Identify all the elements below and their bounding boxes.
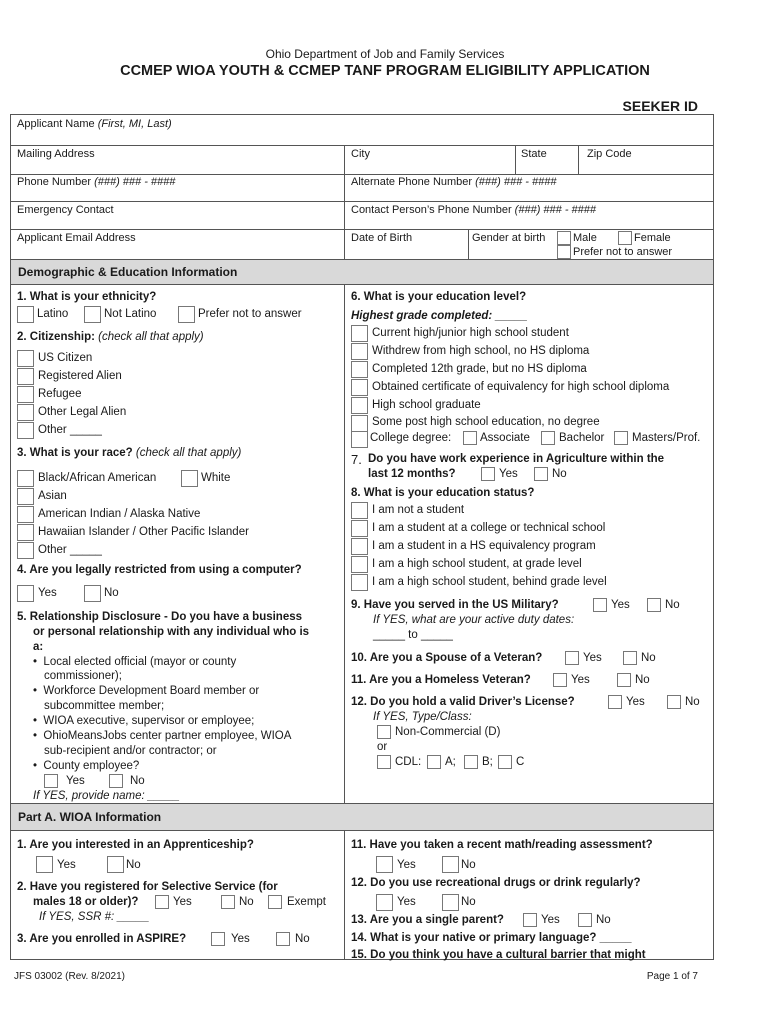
q11-no-label: No	[635, 674, 650, 686]
gender-label: Gender at birth	[472, 232, 546, 244]
citizenship-label: Other _____	[38, 424, 102, 436]
q11-yes-label: Yes	[571, 674, 590, 686]
part-a-q3-no-checkbox[interactable]	[276, 932, 290, 946]
q7-no-label: No	[552, 468, 567, 480]
bullet-item: sub-recipient and/or contractor; or	[44, 745, 217, 757]
q9-hint: If YES, what are your active duty dates:	[373, 614, 575, 626]
q2-citizenship: 2. Citizenship: (check all that apply)	[17, 331, 204, 343]
cdl-a-label: A;	[445, 756, 456, 768]
alt-phone-field[interactable]: Alternate Phone Number (###) ### - ####	[351, 176, 557, 188]
q12-no-label: No	[685, 696, 700, 708]
masters-label: Masters/Prof.	[632, 432, 701, 444]
state-field[interactable]: State	[521, 148, 547, 160]
part-a-q13-no-checkbox[interactable]	[578, 913, 592, 927]
latino-label: Latino	[37, 308, 69, 320]
part-a-q1-no-checkbox[interactable]	[107, 856, 124, 873]
status-label: I am a student at a college or technical school	[372, 522, 606, 534]
page-number: Page 1 of 7	[646, 971, 698, 982]
cdl-label: CDL:	[395, 756, 422, 768]
part-a-q3-yes-label: Yes	[231, 933, 250, 945]
cdl-a-checkbox[interactable]	[427, 755, 441, 769]
agency-name: Ohio Department of Job and Family Services	[265, 47, 505, 61]
applicant-info-table	[10, 114, 714, 261]
status-label: I am a student in a HS equivalency program	[372, 540, 596, 552]
part-a-q1-yes-label: Yes	[57, 859, 76, 871]
education-label: Withdrew from high school, no HS diploma	[372, 345, 590, 357]
q5-relationship: a:	[33, 641, 44, 653]
bullet-item: • County employee?	[33, 760, 140, 772]
q6-education: 6. What is your education level?	[351, 291, 527, 303]
citizenship-label: Other Legal Alien	[38, 406, 127, 418]
q7-no-checkbox[interactable]	[534, 467, 548, 481]
education-label: Obtained certificate of equivalency for high school diploma	[372, 381, 670, 393]
q8-status: 8. What is your education status?	[351, 487, 535, 499]
citizenship-checkbox[interactable]	[17, 404, 34, 421]
status-label: I am not a student	[372, 504, 465, 516]
race-label: Asian	[38, 490, 67, 502]
part-a-q12-no-label: No	[461, 896, 476, 908]
education-checkbox[interactable]	[351, 361, 368, 378]
q5-yes-checkbox[interactable]	[44, 774, 58, 788]
q11-no-checkbox[interactable]	[617, 673, 631, 687]
education-checkbox[interactable]	[351, 397, 368, 414]
citizenship-checkbox[interactable]	[17, 368, 34, 385]
q5-relationship: or personal relationship with any individual who is	[33, 626, 310, 638]
q3-race: 3. What is your race? (check all that apply)	[17, 447, 242, 459]
q7-agriculture: Do you have work experience in Agriculture within the	[368, 453, 665, 465]
part-a-q13-yes-checkbox[interactable]	[523, 913, 537, 927]
q7-yes-checkbox[interactable]	[481, 467, 495, 481]
bullet-item: • Workforce Development Board member or	[33, 685, 260, 697]
q12-no-checkbox[interactable]	[667, 695, 681, 709]
bullet-item: • WIOA executive, supervisor or employee;	[33, 715, 255, 727]
race-checkbox[interactable]	[17, 524, 34, 541]
citizenship-checkbox[interactable]	[17, 350, 34, 367]
education-checkbox[interactable]	[351, 343, 368, 360]
q9-no-label: No	[665, 599, 680, 611]
part-a-q2-yes-label: Yes	[173, 896, 192, 908]
race-checkbox[interactable]	[17, 506, 34, 523]
q11-yes-checkbox[interactable]	[553, 673, 567, 687]
bachelor-label: Bachelor	[559, 432, 605, 444]
part-a-q11-yes-checkbox[interactable]	[376, 856, 393, 873]
part-a-q2-yes-checkbox[interactable]	[155, 895, 169, 909]
part-a-q12-yes-label: Yes	[397, 896, 416, 908]
q12-hint: If YES, Type/Class:	[373, 711, 472, 723]
citizenship-label: US Citizen	[38, 352, 93, 364]
male-checkbox[interactable]	[557, 231, 571, 245]
part-a-q11-no-label: No	[461, 859, 476, 871]
latino-checkbox[interactable]	[17, 306, 34, 323]
female-label: Female	[634, 232, 671, 244]
form-number: JFS 03002 (Rev. 8/2021)	[14, 971, 125, 982]
cdl-checkbox[interactable]	[377, 755, 391, 769]
q9-dates[interactable]: _____ to _____	[373, 629, 453, 641]
education-checkbox[interactable]	[351, 415, 368, 432]
bullet-item: subcommittee member;	[44, 700, 165, 712]
status-label: I am a high school student, behind grade level	[372, 576, 607, 588]
race-white-label: White	[201, 472, 231, 484]
part-a-q13-yes-label: Yes	[541, 914, 560, 926]
q4-yes-checkbox[interactable]	[17, 585, 34, 602]
race-checkbox[interactable]	[17, 542, 34, 559]
q10-no-label: No	[641, 652, 656, 664]
female-checkbox[interactable]	[618, 231, 632, 245]
q12-drivers-license: 12. Do you hold a valid Driver’s License?	[351, 696, 575, 708]
part-a-q15: 15. Do you think you have a cultural barrier that might	[351, 949, 646, 961]
phone-field[interactable]: Phone Number (###) ### - ####	[17, 176, 176, 188]
status-checkbox[interactable]	[351, 502, 368, 519]
ssr-field[interactable]: If YES, SSR #: _____	[39, 911, 150, 923]
race-label: American Indian / Alaska Native	[38, 508, 201, 520]
q9-yes-checkbox[interactable]	[593, 598, 607, 612]
noncommercial-label: Non-Commercial (D)	[395, 726, 501, 738]
part-a-q11: 11. Have you taken a recent math/reading assessment?	[351, 839, 653, 851]
citizenship-label: Refugee	[38, 388, 82, 400]
part-a-q2-no-checkbox[interactable]	[221, 895, 235, 909]
college-checkbox[interactable]	[351, 431, 368, 448]
gender-prefer-checkbox[interactable]	[557, 245, 571, 259]
q10-no-checkbox[interactable]	[623, 651, 637, 665]
bachelor-checkbox[interactable]	[541, 431, 555, 445]
q5-no-checkbox[interactable]	[109, 774, 123, 788]
part-a-section-header: Part A. WIOA Information	[11, 803, 713, 831]
dob-field[interactable]: Date of Birth	[351, 232, 413, 244]
q7-agriculture: last 12 months?	[368, 468, 456, 480]
part-a-q3: 3. Are you enrolled in ASPIRE?	[17, 933, 187, 945]
ethnicity-prefer-label: Prefer not to answer	[198, 308, 302, 320]
not-latino-label: Not Latino	[104, 308, 157, 320]
race-label: Other _____	[38, 544, 102, 556]
status-checkbox[interactable]	[351, 574, 368, 591]
mailing-address-field[interactable]: Mailing Address	[17, 148, 95, 160]
q11-homeless-veteran: 11. Are you a Homeless Veteran?	[351, 674, 531, 686]
citizenship-label: Registered Alien	[38, 370, 122, 382]
bullet-item: • Local elected official (mayor or county	[33, 656, 237, 668]
part-a-q13-no-label: No	[596, 914, 611, 926]
q6-highest-grade[interactable]: Highest grade completed: _____	[351, 310, 528, 322]
cdl-b-checkbox[interactable]	[464, 755, 478, 769]
q7-yes-label: Yes	[499, 468, 518, 480]
q10-yes-checkbox[interactable]	[565, 651, 579, 665]
part-a-q3-no-label: No	[295, 933, 310, 945]
associate-checkbox[interactable]	[463, 431, 477, 445]
part-a-q11-no-checkbox[interactable]	[442, 856, 459, 873]
college-label: College degree:	[370, 432, 452, 444]
associate-label: Associate	[480, 432, 530, 444]
q4-yes-label: Yes	[38, 587, 57, 599]
email-field[interactable]: Applicant Email Address	[17, 232, 136, 244]
status-checkbox[interactable]	[351, 538, 368, 555]
seeker-id-label: SEEKER ID	[622, 98, 698, 114]
citizenship-checkbox[interactable]	[17, 386, 34, 403]
q10-yes-label: Yes	[583, 652, 602, 664]
cdl-c-label: C	[516, 756, 525, 768]
demographic-section-header: Demographic & Education Information	[11, 259, 713, 285]
race-checkbox[interactable]	[17, 470, 34, 487]
q12-yes-checkbox[interactable]	[608, 695, 622, 709]
part-a-q2-exempt-label: Exempt	[287, 896, 326, 908]
part-a-q1-no-label: No	[126, 859, 141, 871]
status-label: I am a high school student, at grade level	[372, 558, 582, 570]
q4-no-checkbox[interactable]	[84, 585, 101, 602]
bullet-item: commissioner);	[44, 670, 122, 682]
ethnicity-prefer-checkbox[interactable]	[178, 306, 195, 323]
masters-checkbox[interactable]	[614, 431, 628, 445]
contact-phone-field[interactable]: Contact Person’s Phone Number (###) ### - ####	[351, 204, 597, 216]
race-checkbox[interactable]	[17, 488, 34, 505]
part-a-q11-yes-label: Yes	[397, 859, 416, 871]
part-a-q1-yes-checkbox[interactable]	[36, 856, 53, 873]
citizenship-checkbox[interactable]	[17, 422, 34, 439]
gender-prefer-label: Prefer not to answer	[573, 246, 673, 258]
education-checkbox[interactable]	[351, 325, 368, 342]
race-white-checkbox[interactable]	[181, 470, 198, 487]
form-body	[10, 259, 714, 960]
bullet-item: • OhioMeansJobs center partner employee, WIOA	[33, 730, 292, 742]
part-a-q12-yes-checkbox[interactable]	[376, 894, 393, 911]
cdl-b-label: B;	[482, 756, 493, 768]
q9-military: 9. Have you served in the US Military?	[351, 599, 559, 611]
q5-no-label: No	[130, 775, 145, 787]
q5-yes-label: Yes	[66, 775, 85, 787]
part-a-q12-no-checkbox[interactable]	[442, 894, 459, 911]
status-checkbox[interactable]	[351, 556, 368, 573]
part-a-q13: 13. Are you a single parent?	[351, 914, 504, 926]
part-a-q2: 2. Have you registered for Selective Service (for	[17, 881, 278, 893]
q5-relationship: 5. Relationship Disclosure - Do you have a business	[17, 611, 303, 623]
q10-spouse-veteran: 10. Are you a Spouse of a Veteran?	[351, 652, 543, 664]
cdl-c-checkbox[interactable]	[498, 755, 512, 769]
male-label: Male	[573, 232, 597, 244]
part-a-q1: 1. Are you interested in an Apprenticeship?	[17, 839, 254, 851]
q12-yes-label: Yes	[626, 696, 645, 708]
q5-name-line[interactable]: If YES, provide name: _____	[33, 790, 180, 802]
education-label: High school graduate	[372, 399, 481, 411]
not-latino-checkbox[interactable]	[84, 306, 101, 323]
part-a-q2: males 18 or older)?	[33, 896, 139, 908]
education-label: Completed 12th grade, but no HS diploma	[372, 363, 587, 375]
education-label: Some post high school education, no degree	[372, 416, 600, 428]
race-label: Black/African American	[38, 472, 157, 484]
q4-computer: 4. Are you legally restricted from using a computer?	[17, 564, 302, 576]
race-label: Hawaiian Islander / Other Pacific Islander	[38, 526, 249, 538]
applicant-name-field[interactable]: Applicant Name (First, MI, Last)	[17, 118, 172, 130]
q9-no-checkbox[interactable]	[647, 598, 661, 612]
q9-yes-label: Yes	[611, 599, 630, 611]
education-label: Current high/junior high school student	[372, 327, 569, 339]
emergency-contact-field[interactable]: Emergency Contact	[17, 204, 114, 216]
q1-ethnicity: 1. What is your ethnicity?	[17, 291, 157, 303]
city-field[interactable]: City	[351, 148, 370, 160]
part-a-q2-exempt-checkbox[interactable]	[268, 895, 282, 909]
or-label: or	[377, 741, 388, 753]
part-a-q12: 12. Do you use recreational drugs or drink regularly?	[351, 877, 641, 889]
part-a-q3-yes-checkbox[interactable]	[211, 932, 225, 946]
status-checkbox[interactable]	[351, 520, 368, 537]
zip-field[interactable]: Zip Code	[587, 148, 632, 160]
form-title: CCMEP WIOA YOUTH & CCMEP TANF PROGRAM ELIGIBILITY APPLICATION	[120, 63, 650, 79]
education-checkbox[interactable]	[351, 379, 368, 396]
q7-number: 7.	[351, 452, 362, 467]
q4-no-label: No	[104, 587, 119, 599]
part-a-q14[interactable]: 14. What is your native or primary language? _____	[351, 932, 632, 944]
part-a-q2-no-label: No	[239, 896, 254, 908]
noncommercial-checkbox[interactable]	[377, 725, 391, 739]
